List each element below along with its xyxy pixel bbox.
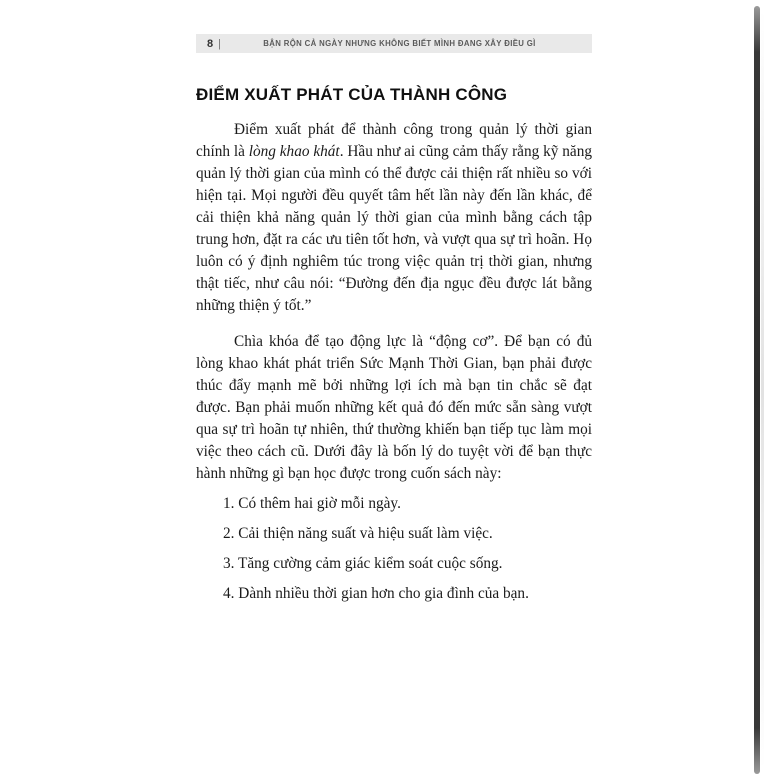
- paragraph-2: Chìa khóa để tạo động lực là “động cơ”. Để bạn có đủ lòng khao khát phát triển Sức Mạnh Thời Gian, bạn phải được thúc đẩy mạnh mẽ bởi những lợi ích mà bạn tin chắc sẽ đạt được. Bạn phải muốn những kết quả đó đến mức sẵn sàng vượt qua sự trì hoãn tự nhiên, thứ thường khiến bạn tiếp tục làm mọi việc theo cách cũ. Dưới đây là bốn lý do tuyệt vời để bạn thực hành những gì bạn học được trong cuốn sách này:: [196, 333, 592, 482]
- page-edge-highlight: [761, 10, 764, 770]
- book-spine-shadow: [754, 6, 760, 774]
- paragraph-1-text: Điểm xuất phát để thành công trong quản lý thời gian chính là: [196, 121, 592, 160]
- list-item: 1. Có thêm hai giờ mỗi ngày.: [223, 495, 401, 512]
- benefits-list: [196, 493, 592, 605]
- list-item: 4. Dành nhiều thời gian hơn cho gia đình của bạn.: [223, 585, 529, 602]
- running-title: BẬN RỘN CẢ NGÀY NHƯNG KHÔNG BIẾT MÌNH ĐANG XÂY ĐIỀU GÌ: [263, 39, 536, 48]
- page-content: [196, 34, 592, 605]
- page-number: 8: [207, 37, 214, 50]
- page-header: [196, 34, 592, 53]
- paragraph-1-italic-phrase: lòng khao khát: [248, 143, 340, 160]
- paragraph-1: [196, 119, 592, 317]
- list-item: 2. Cải thiện năng suất và hiệu suất làm việc.: [223, 525, 493, 542]
- chapter-heading: ĐIỂM XUẤT PHÁT CỦA THÀNH CÔNG: [196, 85, 508, 104]
- paragraph-1-text-continued: . Hầu như ai cũng cảm thấy rằng kỹ năng quản lý thời gian của mình có thể được cải thiện rất nhiều so với hiện tại. Mọi người đều quyết tâm hết lần này đến lần khác, để cải thiện khả năng quản lý thời gian của mình bằng cách tập trung hơn, đặt ra các ưu tiên tốt hơn, và vượt qua sự trì hoãn. Họ luôn có ý định nghiêm túc trong việc quản trị thời gian, nhưng thật tiếc, như câu nói: “Đường đến địa ngục đều được lát bằng những thiện ý tốt.”: [196, 143, 592, 314]
- header-separator: |: [218, 37, 221, 50]
- list-item: 3. Tăng cường cảm giác kiểm soát cuộc sống.: [223, 555, 503, 572]
